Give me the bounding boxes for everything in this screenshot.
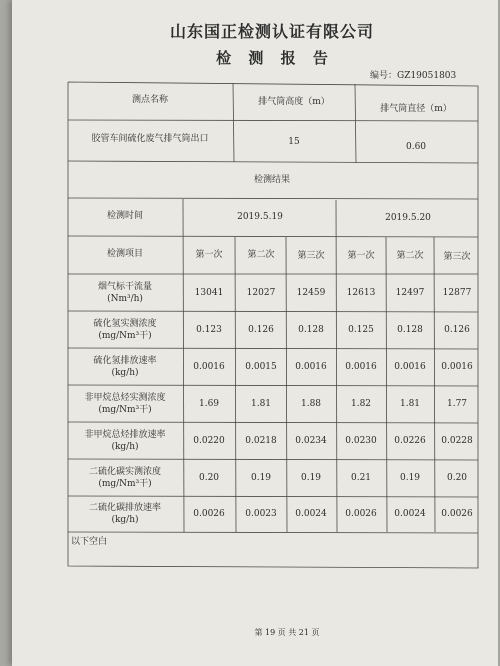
table-cell: 0.126 bbox=[444, 325, 470, 335]
row-label: 二硫化碳实测浓度 bbox=[88, 467, 162, 477]
table-cell: 12877 bbox=[442, 288, 472, 298]
table-cell: 0.20 bbox=[198, 473, 220, 483]
row-label: 硫化氢排放速率 bbox=[93, 356, 157, 366]
item-label: 检测项目 bbox=[106, 249, 144, 259]
table-cell: 0.0016 bbox=[295, 362, 327, 372]
table-cell: 0.19 bbox=[399, 473, 421, 483]
table-cell: 0.0016 bbox=[394, 362, 426, 372]
table-cell: 0.0024 bbox=[394, 509, 426, 519]
col-header-height: 排气筒高度（m） bbox=[258, 97, 330, 107]
table-cell: 1.69 bbox=[198, 399, 220, 409]
table-cell: 0.0026 bbox=[193, 509, 225, 519]
table-cell: 12613 bbox=[346, 288, 376, 298]
date-day1: 2019.5.19 bbox=[237, 212, 283, 222]
row-label: 烟气标干流量 bbox=[97, 282, 153, 292]
row-unit: (Nm³/h) bbox=[107, 294, 143, 304]
document-title: 检 测 报 告 bbox=[216, 49, 334, 67]
table-cell: 1.88 bbox=[300, 399, 322, 409]
table-cell: 0.0220 bbox=[193, 436, 225, 446]
date-day2: 2019.5.20 bbox=[385, 213, 431, 223]
table-cell: 0.0218 bbox=[245, 436, 277, 446]
run-header: 第一次 bbox=[347, 251, 375, 261]
table-cell: 0.128 bbox=[298, 325, 324, 335]
company-name: 山东国正检测认证有限公司 bbox=[169, 22, 375, 41]
table-cell: 0.0234 bbox=[295, 436, 327, 446]
run-header: 第二次 bbox=[396, 251, 424, 261]
table-cell: 12459 bbox=[296, 288, 326, 298]
table-cell: 0.20 bbox=[446, 473, 468, 483]
table-cell: 0.0016 bbox=[345, 362, 377, 372]
row-unit: (mg/Nm³干) bbox=[98, 331, 152, 341]
table-cell: 0.128 bbox=[397, 325, 423, 335]
stack-height: 15 bbox=[288, 137, 300, 147]
report-number: 编号：GZ19051803 bbox=[370, 71, 457, 81]
table-cell: 0.19 bbox=[250, 473, 272, 483]
table-cell: 0.21 bbox=[350, 473, 372, 483]
table-cell: 0.0023 bbox=[245, 509, 277, 519]
table-cell: 12027 bbox=[246, 288, 276, 298]
table-cell: 1.81 bbox=[250, 399, 272, 409]
table-cell: 1.82 bbox=[350, 399, 372, 409]
row-label: 二硫化碳排放速率 bbox=[88, 503, 162, 513]
table-cell: 0.125 bbox=[348, 325, 374, 335]
table-cell: 12497 bbox=[395, 288, 425, 298]
run-header: 第三次 bbox=[297, 251, 325, 261]
table-cell: 13041 bbox=[194, 288, 224, 298]
table-cell: 0.123 bbox=[196, 325, 222, 335]
col-header-point: 测点名称 bbox=[131, 95, 169, 105]
table-cell: 0.0016 bbox=[193, 362, 225, 372]
table-cell: 0.0026 bbox=[441, 509, 473, 519]
table-cell: 0.0016 bbox=[441, 362, 473, 372]
time-label: 检测时间 bbox=[106, 211, 144, 221]
table-cell: 0.126 bbox=[248, 325, 274, 335]
table-cell: 0.0015 bbox=[245, 362, 277, 372]
row-unit: (mg/Nm³干) bbox=[98, 405, 152, 415]
point-name: 胶管车间硫化废气排气筒出口 bbox=[91, 134, 209, 144]
table-cell: 0.0026 bbox=[345, 509, 377, 519]
run-header: 第一次 bbox=[195, 250, 223, 260]
row-label: 非甲烷总烃排放速率 bbox=[84, 430, 166, 440]
blank-note: 以下空白 bbox=[71, 537, 108, 547]
table-cell: 0.0230 bbox=[345, 436, 377, 446]
page-number: 第 19 页 共 21 页 bbox=[254, 628, 320, 637]
table-cell: 0.19 bbox=[300, 473, 322, 483]
table-cell: 1.77 bbox=[446, 399, 468, 409]
table-cell: 0.0228 bbox=[441, 436, 473, 446]
row-unit: (kg/h) bbox=[111, 442, 139, 452]
row-label: 硫化氢实测浓度 bbox=[93, 319, 157, 329]
table-cell: 1.81 bbox=[399, 399, 421, 409]
row-unit: (kg/h) bbox=[111, 368, 139, 378]
run-header: 第三次 bbox=[443, 252, 471, 262]
table-cell: 0.0024 bbox=[295, 509, 327, 519]
row-unit: (mg/Nm³干) bbox=[98, 479, 152, 489]
section-title: 检测结果 bbox=[253, 175, 291, 185]
table-cell: 0.0226 bbox=[394, 436, 426, 446]
col-header-diameter: 排气筒直径（m） bbox=[380, 104, 452, 114]
row-label: 非甲烷总烃实测浓度 bbox=[84, 393, 166, 403]
row-unit: (kg/h) bbox=[111, 515, 139, 525]
stack-diameter: 0.60 bbox=[405, 142, 427, 152]
run-header: 第二次 bbox=[247, 250, 275, 260]
